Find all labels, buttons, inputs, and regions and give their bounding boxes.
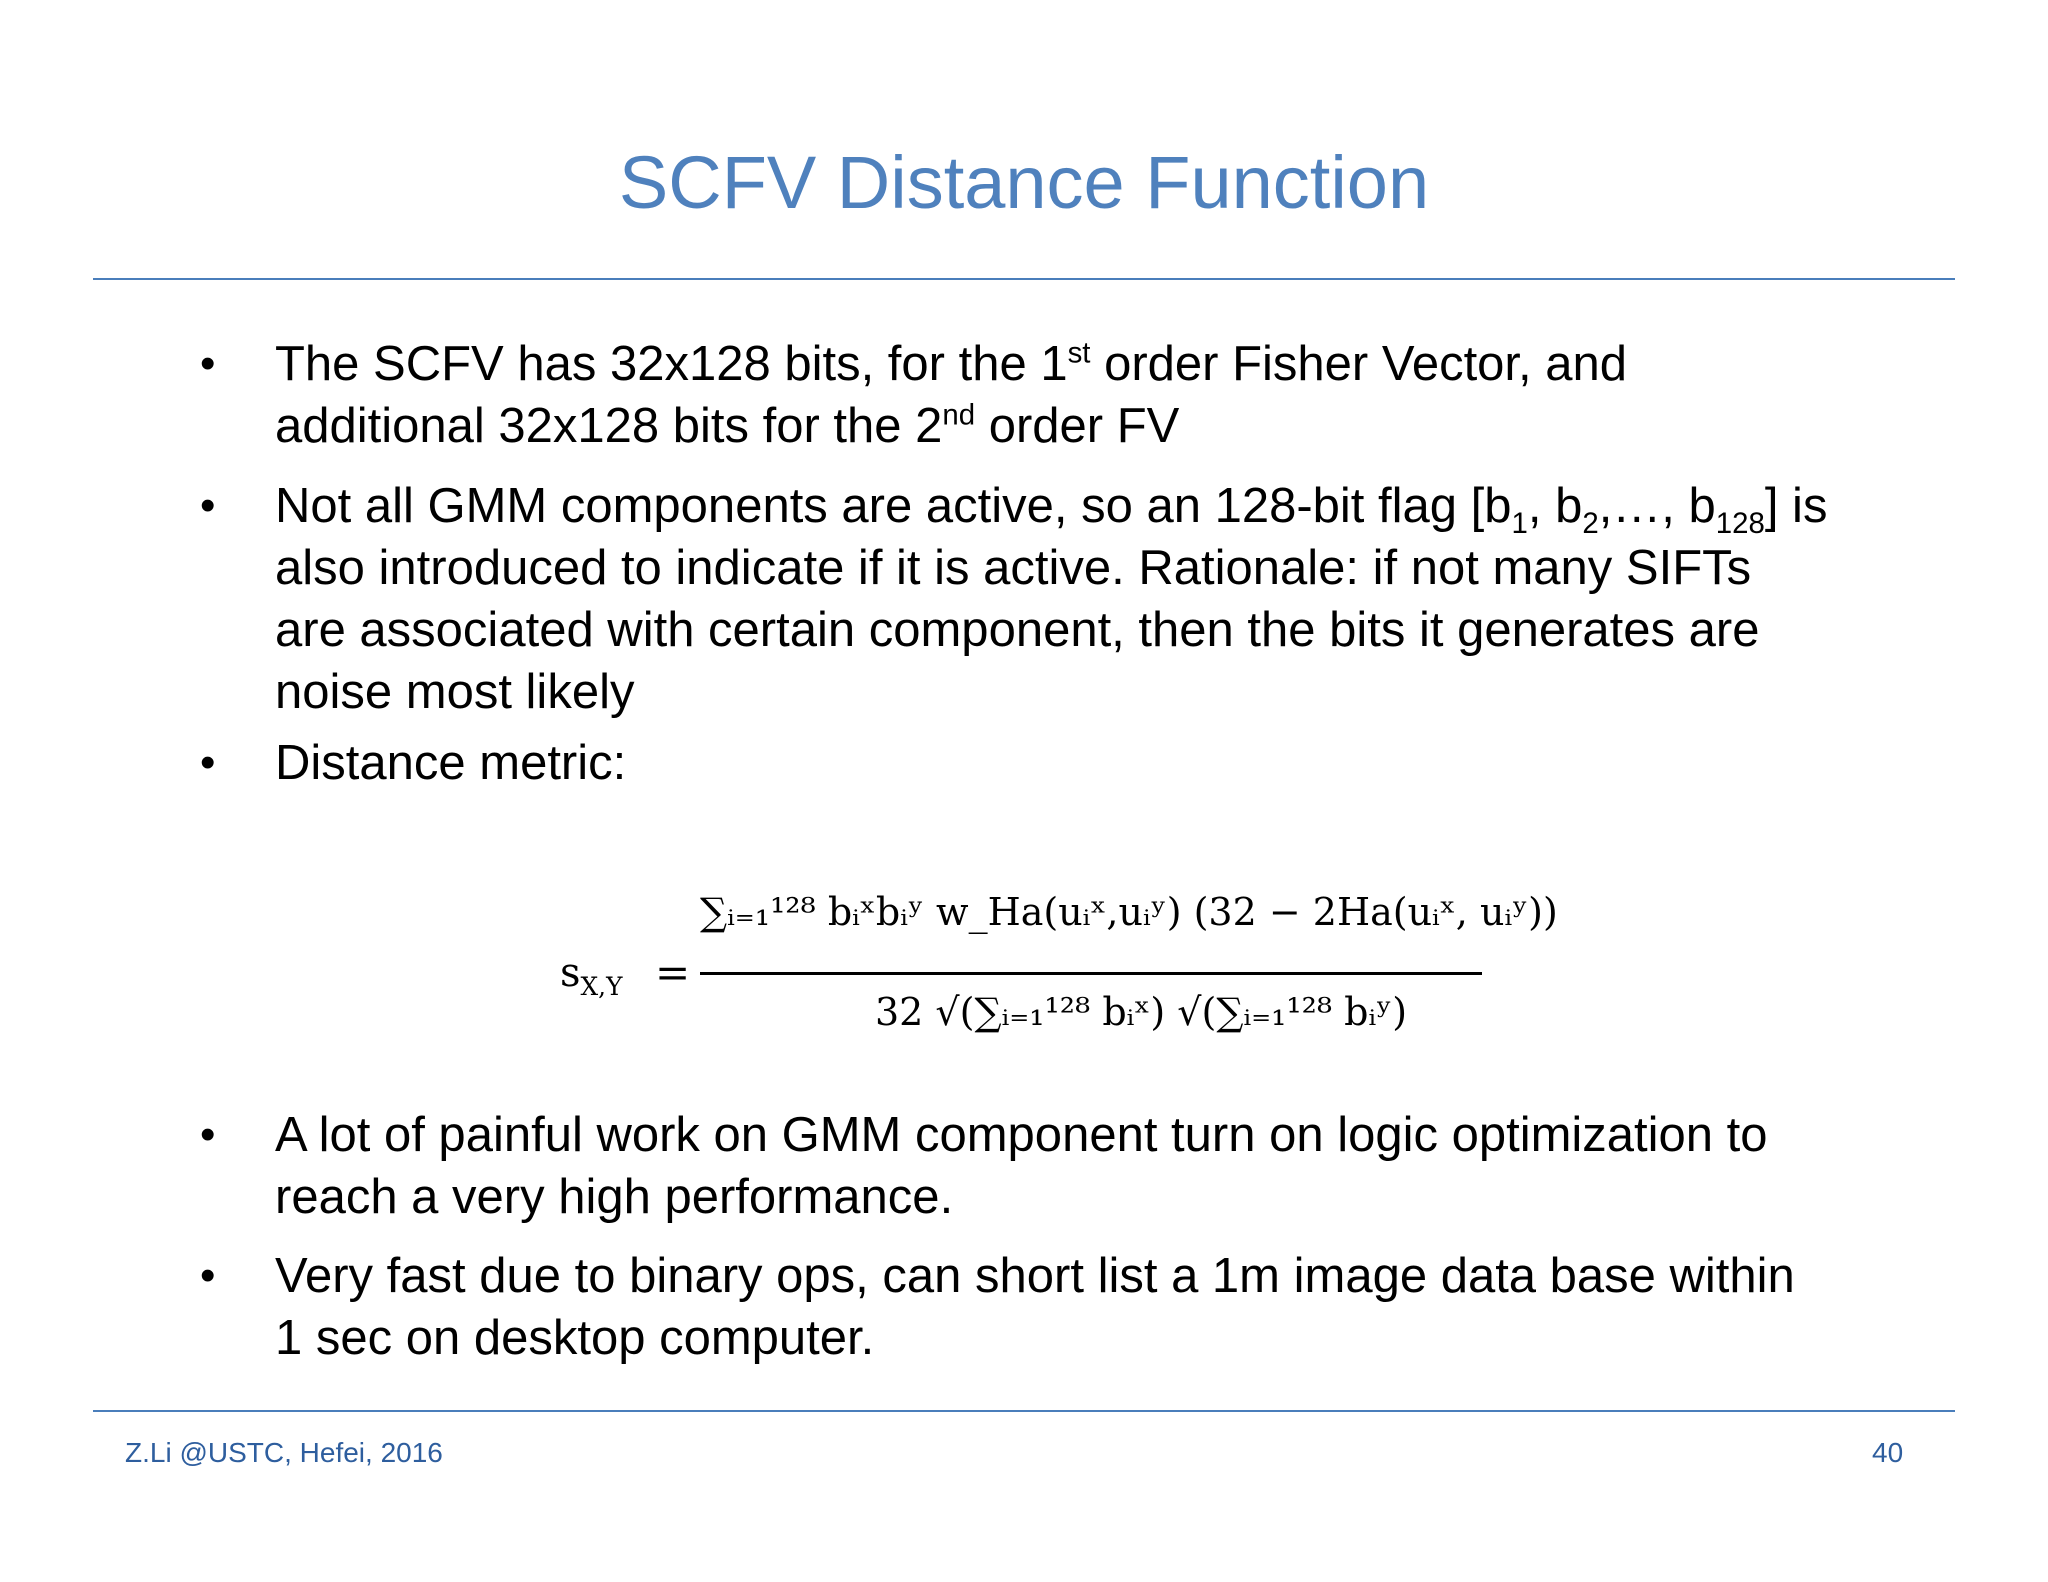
bullet-dot: • xyxy=(200,1251,216,1300)
fraction-bar xyxy=(700,972,1482,975)
bullet-performance: • Very fast due to binary ops, can short list a 1m image data base within 1 sec on desktop computer. xyxy=(275,1245,1835,1369)
page-number: 40 xyxy=(1872,1437,1904,1468)
formula-lhs: $s_{X,Y}$ xyxy=(560,950,623,1001)
formula-equals: = xyxy=(655,948,691,997)
title-divider xyxy=(93,278,1955,280)
distance-formula xyxy=(560,890,1558,1080)
bullet-scfv-bits: • The SCFV has 32x128 bits, for the 1st order Fisher Vector, and additional 32x128 bits for the 2nd order FV xyxy=(275,333,1835,457)
bullet-distance-metric: • Distance metric: xyxy=(275,732,1835,794)
formula-numerator: ∑ᵢ₌₁¹²⁸ bᵢˣbᵢʸ w_Ha(uᵢˣ,uᵢʸ) (32 − 2Ha(uᵢˣ, uᵢʸ)) xyxy=(700,890,1558,934)
slide-title: SCFV Distance Function xyxy=(618,141,1430,224)
bullet-dot: • xyxy=(200,1110,216,1159)
bullet-dot: • xyxy=(200,339,216,388)
bullet-dot: • xyxy=(200,481,216,530)
bullet-dot: • xyxy=(200,738,216,787)
bullet-gmm-flag: • Not all GMM components are active, so an 128-bit flag [$b_1$, $b_2,\dots$, $b_{128}$] is also introduced to indicate if it is active. Rationale: if not many SIFTs are associated with certain component, then the bits it generates are noise most likely xyxy=(275,475,1835,723)
formula-denominator: 32 √(∑ᵢ₌₁¹²⁸ bᵢˣ) √(∑ᵢ₌₁¹²⁸ bᵢʸ) xyxy=(875,990,1408,1034)
bullet-optimization: • A lot of painful work on GMM component turn on logic optimization to reach a very high performance. xyxy=(275,1104,1835,1228)
footer-author: Z.Li @USTC, Hefei, 2016 xyxy=(125,1437,443,1468)
footer-divider xyxy=(93,1410,1955,1412)
